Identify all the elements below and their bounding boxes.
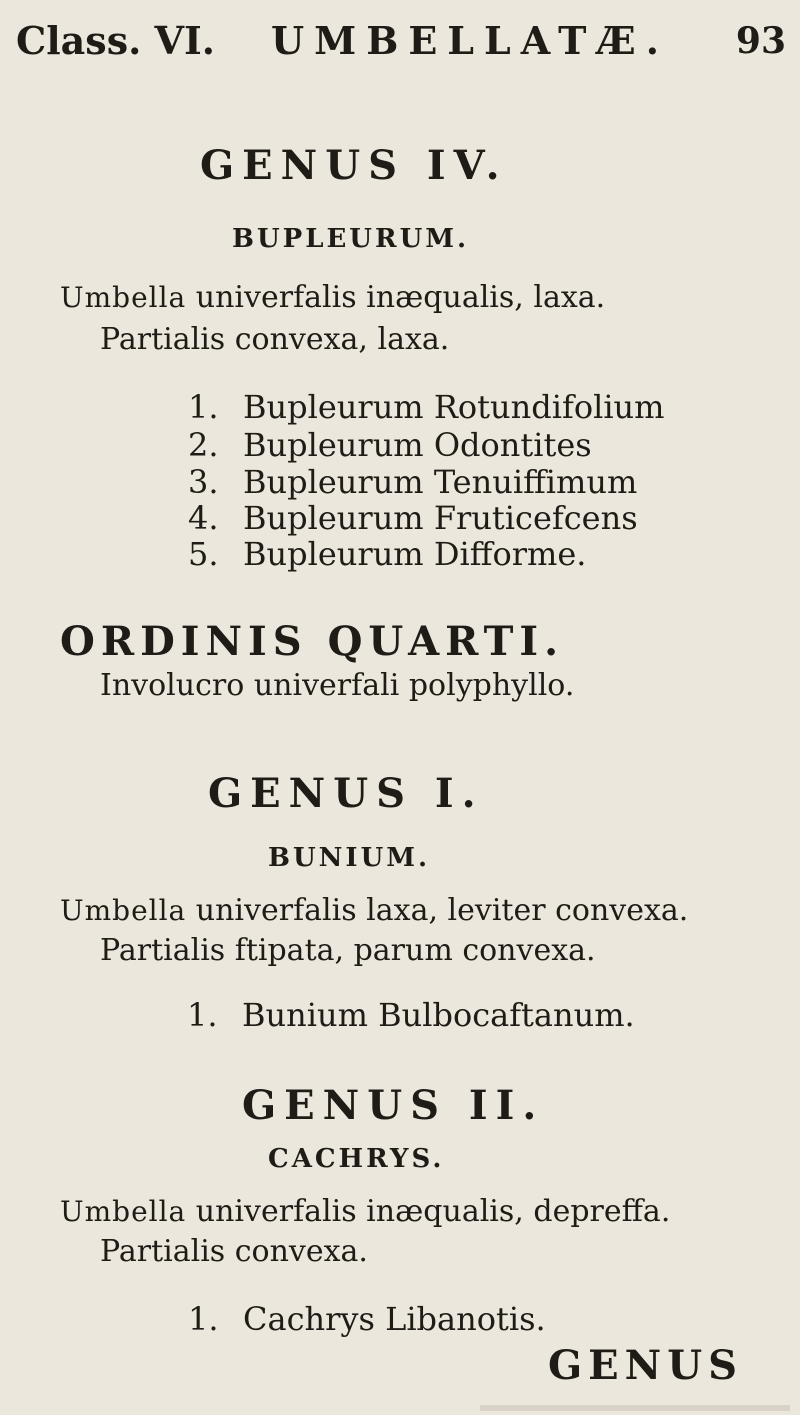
genus-ii-name: CACHRYS. bbox=[268, 1144, 445, 1174]
species-name: Bunium Bulbocaftanum. bbox=[242, 996, 635, 1034]
species-item bbox=[187, 996, 635, 1034]
running-header bbox=[16, 18, 786, 78]
class-label: Class. VI. bbox=[16, 18, 216, 63]
species-item bbox=[188, 388, 665, 426]
species-item bbox=[188, 535, 586, 573]
species-item bbox=[188, 463, 637, 501]
header-title: UMBELLATÆ. bbox=[271, 18, 669, 63]
species-name: Bupleurum Odontites bbox=[243, 426, 592, 464]
species-number: 2. bbox=[188, 426, 219, 464]
umbella-word: Umbella bbox=[60, 894, 187, 927]
genus-iv-name: BUPLEURUM. bbox=[232, 224, 470, 254]
umbella-word: Umbella bbox=[60, 1195, 187, 1228]
umbella-smallcaps bbox=[60, 894, 186, 927]
order-heading: ORDINIS QUARTI. bbox=[60, 618, 565, 665]
species-name: Bupleurum Difforme. bbox=[243, 535, 587, 573]
genus-ii-partialis: Partialis convexa. bbox=[100, 1234, 368, 1269]
genus-i-heading: GENUS I. bbox=[208, 770, 484, 817]
species-number: 4. bbox=[188, 499, 219, 537]
species-number: 1. bbox=[188, 388, 219, 426]
species-name: Bupleurum Tenuiffimum bbox=[243, 463, 638, 501]
umbella-rest: univerfalis laxa, leviter convexa. bbox=[186, 893, 689, 928]
genus-ii-umbella bbox=[60, 1194, 670, 1229]
page-edge-divider bbox=[480, 1405, 790, 1411]
species-number: 5. bbox=[188, 535, 219, 573]
species-number: 1. bbox=[187, 996, 218, 1034]
genus-iv-partialis: Partialis convexa, laxa. bbox=[100, 322, 450, 357]
umbella-rest: univerfalis inæqualis, laxa. bbox=[186, 280, 606, 315]
species-item bbox=[188, 1300, 546, 1338]
genus-i-name: BUNIUM. bbox=[268, 843, 431, 873]
genus-iv-heading: GENUS IV. bbox=[200, 142, 508, 189]
page-number: 93 bbox=[735, 20, 786, 62]
species-item bbox=[188, 499, 638, 537]
umbella-rest: univerfalis inæqualis, depreffa. bbox=[186, 1194, 671, 1229]
genus-ii-heading: GENUS II. bbox=[242, 1082, 545, 1129]
species-number: 3. bbox=[188, 463, 219, 501]
umbella-smallcaps bbox=[60, 281, 186, 314]
species-number: 1. bbox=[188, 1300, 219, 1338]
species-item bbox=[188, 426, 592, 464]
genus-i-partialis: Partialis ftipata, parum convexa. bbox=[100, 933, 596, 968]
umbella-smallcaps bbox=[60, 1195, 186, 1228]
genus-i-umbella bbox=[60, 893, 688, 928]
genus-iv-umbella bbox=[60, 280, 605, 315]
catchword: GENUS bbox=[548, 1342, 743, 1389]
umbella-word: Umbella bbox=[60, 281, 187, 314]
order-description: Involucro univerfali polyphyllo. bbox=[100, 668, 575, 703]
species-name: Bupleurum Rotundifolium bbox=[243, 388, 665, 426]
species-name: Cachrys Libanotis. bbox=[243, 1300, 546, 1338]
species-name: Bupleurum Fruticefcens bbox=[243, 499, 638, 537]
